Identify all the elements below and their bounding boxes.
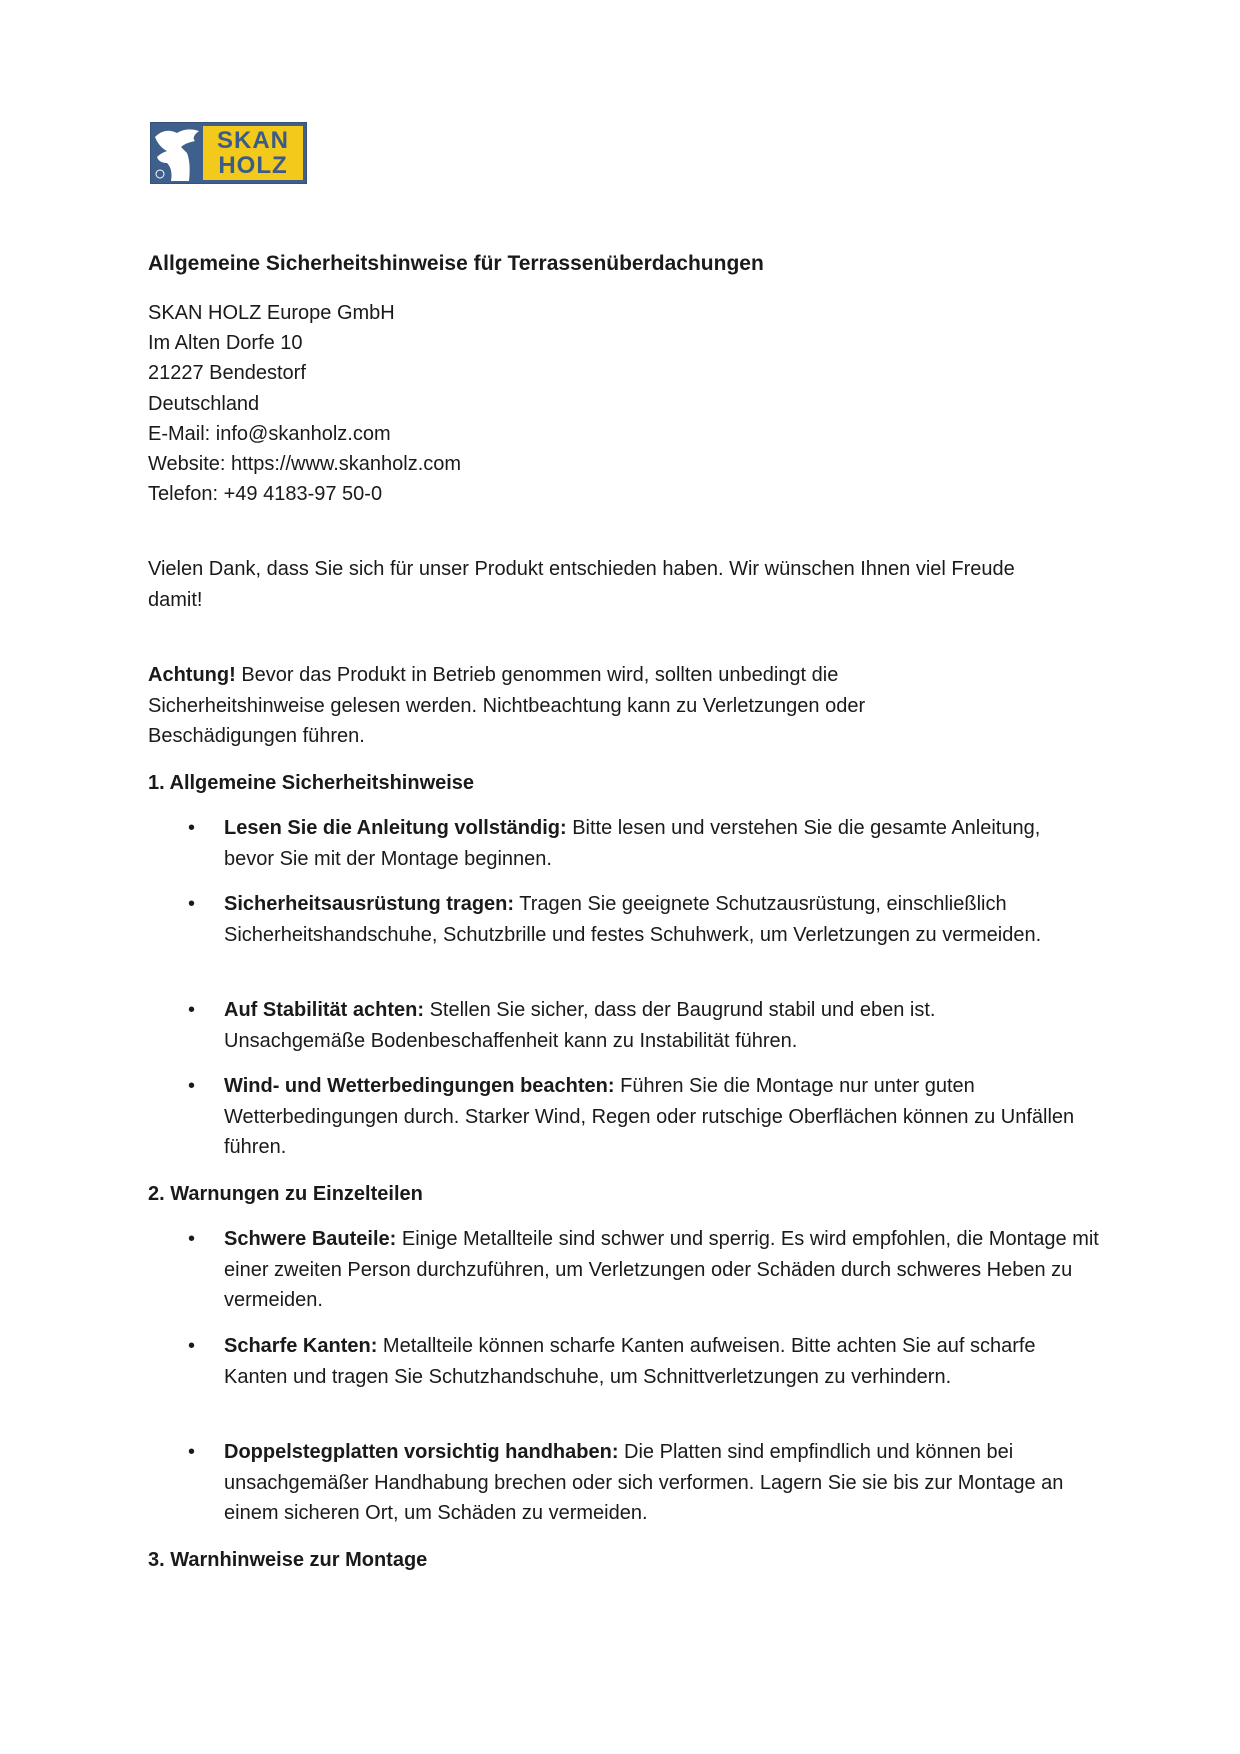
address-company: SKAN HOLZ Europe GmbH [148,302,395,324]
item-label: Wind- und Wetterbedingungen beachten: [224,1075,615,1097]
document-title: Allgemeine Sicherheitshinweise für Terrassenüberdachungen [148,252,764,275]
bullet-icon: • [188,893,196,915]
company-address [148,298,461,509]
logo-line1: SKAN [216,127,289,154]
item-label: Auf Stabilität achten: [224,999,425,1021]
address-email: E-Mail: info@skanholz.com [148,422,391,445]
item-label: Scharfe Kanten: [224,1335,378,1357]
item-label: Sicherheitsausrüstung tragen: [224,893,515,915]
moose-icon [151,123,203,183]
item-text: Die Platten sind empfindlich und können bei unsachgemäßer Handhabung brechen oder sich verformen. Lagern Sie sie bis zur Montage an einem sicheren Ort, um Schäden zu vermeiden. [224,1441,1064,1524]
skan-holz-logo [150,122,307,184]
bullet-icon: • [188,1228,196,1250]
address-city: 21227 Bendestorf [148,362,306,385]
warning-label: Achtung! [148,664,236,686]
section-heading-3: 3. Warnhinweise zur Montage [148,1549,428,1571]
section-heading-1: 1. Allgemeine Sicherheitshinweise [148,772,475,794]
address-country: Deutschland [148,392,260,415]
item-text: Metallteile können scharfe Kanten aufweisen. Bitte achten Sie auf scharfe Kanten und tragen Sie Schutzhandschuhe, um Schnittverletzungen zu verhindern. [224,1335,1036,1388]
warning-text: Bevor das Produkt in Betrieb genommen wird, sollten unbedingt die Sicherheitshinweise gelesen werden. Nichtbeachtung kann zu Verletzungen oder Beschädigungen führen. [148,664,866,747]
item-text: Stellen Sie sicher, dass der Baugrund stabil und eben ist. Unsachgemäße Bodenbeschaffenheit kann zu Instabilität führen. [224,999,936,1052]
bullet-icon: • [188,1075,196,1097]
item-label: Lesen Sie die Anleitung vollständig: [224,817,567,839]
address-street: Im Alten Dorfe 10 [148,332,303,355]
bullet-icon: • [188,999,196,1021]
item-text: Tragen Sie geeignete Schutzausrüstung, einschließlich Sicherheitshandschuhe, Schutzbrille und festes Schuhwerk, um Verletzungen zu vermeiden. [224,893,1042,946]
address-website: Website: https://www.skanholz.com [148,453,462,476]
item-label: Schwere Bauteile: [224,1228,397,1250]
bullet-icon: • [188,1335,196,1357]
item-text: Führen Sie die Montage nur unter guten Wetterbedingungen durch. Starker Wind, Regen oder rutschige Oberflächen können zu Unfällen führen. [224,1075,1075,1158]
logo-wordmark [203,126,303,180]
item-text: Einige Metallteile sind schwer und sperrig. Es wird empfohlen, die Montage mit einer zweiten Person durchzuführen, um Verletzungen oder Schäden durch schweres Heben zu vermeiden. [224,1228,1099,1311]
warning-paragraph [148,660,978,752]
bullet-icon: • [188,1441,196,1463]
item-label: Doppelstegplatten vorsichtig handhaben: [224,1441,619,1463]
bullet-icon: • [188,817,196,839]
thanks-paragraph: Vielen Dank, dass Sie sich für unser Produkt entschieden haben. Wir wünschen Ihnen viel Freude damit! [148,558,1015,611]
section-heading-2: 2. Warnungen zu Einzelteilen [148,1183,423,1205]
address-phone: Telefon: +49 4183-97 50-0 [148,483,383,506]
item-text: Bitte lesen und verstehen Sie die gesamte Anleitung, bevor Sie mit der Montage beginnen. [224,817,1041,870]
logo-line2: HOLZ [218,152,288,179]
